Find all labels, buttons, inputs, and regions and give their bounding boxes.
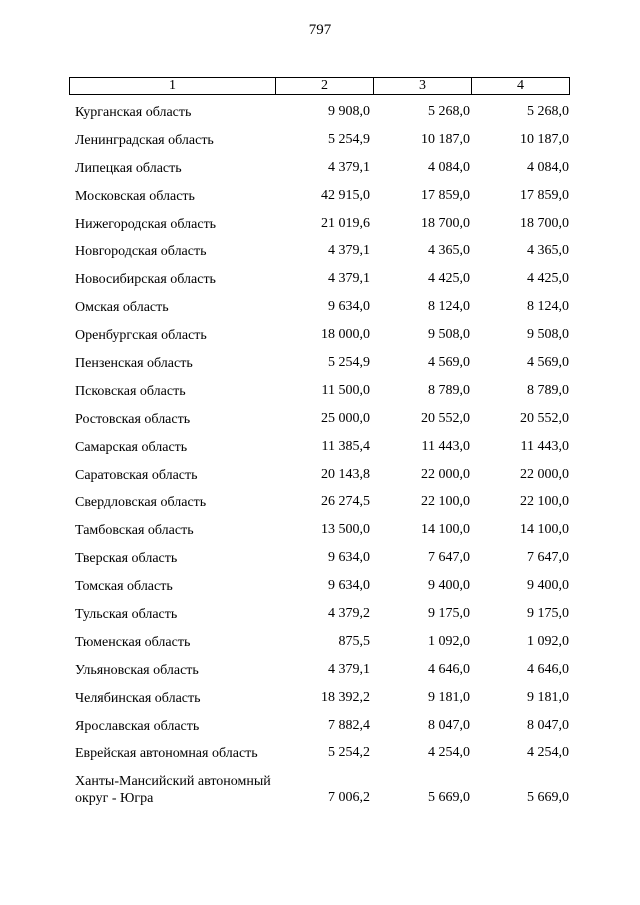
value-col-4-cell: 1 092,0 — [527, 633, 569, 649]
page-number: 797 — [308, 22, 332, 38]
value-col-4-cell: 9 175,0 — [527, 606, 569, 622]
value-col-3-cell: 20 552,0 — [421, 410, 470, 426]
value-col-2-cell: 13 500,0 — [321, 522, 370, 538]
value-col-2-cell: 5 254,2 — [328, 745, 370, 761]
value-col-3-cell: 22 000,0 — [421, 466, 470, 482]
value-col-2-cell: 4 379,2 — [328, 606, 370, 622]
region-name-cell: Московская область — [75, 188, 195, 204]
value-col-3-cell: 4 569,0 — [428, 355, 470, 371]
region-name-cell: Псковская область — [75, 383, 186, 399]
value-col-3-cell: 9 181,0 — [428, 689, 470, 705]
table-row — [0, 467, 640, 495]
value-col-2-cell: 9 634,0 — [328, 550, 370, 566]
value-col-4-cell: 9 508,0 — [527, 327, 569, 343]
value-col-4-cell: 8 124,0 — [527, 299, 569, 315]
value-col-4-cell: 10 187,0 — [520, 131, 569, 147]
region-name-cell: Липецкая область — [75, 160, 182, 176]
region-name-cell: Омская область — [75, 300, 169, 316]
value-col-2-cell: 4 379,1 — [328, 243, 370, 259]
table-row — [0, 132, 640, 160]
region-name-cell: Еврейская автономная область — [75, 746, 258, 762]
value-col-4-cell: 4 646,0 — [527, 661, 569, 677]
value-col-3-cell: 1 092,0 — [428, 633, 470, 649]
region-name-cell: Челябинская область — [75, 690, 201, 706]
table-row — [0, 578, 640, 606]
value-col-2-cell: 42 915,0 — [321, 187, 370, 203]
value-col-4-cell: 11 443,0 — [520, 438, 569, 454]
value-col-3-cell: 4 425,0 — [428, 271, 470, 287]
value-col-4-cell: 9 181,0 — [527, 689, 569, 705]
value-col-2-cell: 11 385,4 — [321, 438, 370, 454]
value-col-3-cell: 5 268,0 — [428, 104, 470, 119]
value-col-3-cell: 4 365,0 — [428, 243, 470, 259]
table-row — [0, 327, 640, 355]
region-name-cell: Тверская область — [75, 551, 178, 567]
value-col-3-cell: 4 646,0 — [428, 661, 470, 677]
table-row — [0, 439, 640, 467]
value-col-4-cell: 22 100,0 — [520, 494, 569, 510]
value-col-2-cell: 875,5 — [338, 633, 370, 649]
column-header-2: 2 — [276, 78, 374, 95]
region-name-cell: Нижегородская область — [75, 216, 217, 232]
table-row — [0, 355, 640, 383]
region-name-cell: Тамбовская область — [75, 523, 194, 539]
value-col-4-cell: 17 859,0 — [520, 187, 569, 203]
column-header-3: 3 — [374, 78, 472, 95]
value-col-2-cell: 9 634,0 — [328, 299, 370, 315]
region-name-cell: Ульяновская область — [75, 662, 199, 678]
value-col-3-cell: 17 859,0 — [421, 187, 470, 203]
region-name-cell: Ханты-Мансийский автономный округ - Югра — [75, 774, 271, 807]
value-col-4-cell: 18 700,0 — [520, 215, 569, 231]
column-header-1: 1 — [70, 78, 276, 95]
value-col-2-cell: 4 379,1 — [328, 159, 370, 175]
value-col-3-cell: 14 100,0 — [421, 522, 470, 538]
value-col-3-cell: 8 789,0 — [428, 382, 470, 398]
region-name-cell: Оренбургская область — [75, 328, 207, 344]
value-col-2-cell: 7 006,2 — [328, 790, 370, 806]
table-row — [0, 662, 640, 690]
region-name-cell: Свердловская область — [75, 495, 207, 511]
region-name-cell: Томская область — [75, 579, 173, 595]
region-name-cell: Новгородская область — [75, 244, 207, 260]
value-col-4-cell: 4 084,0 — [527, 159, 569, 175]
value-col-3-cell: 8 047,0 — [428, 717, 470, 733]
value-col-3-cell: 7 647,0 — [428, 550, 470, 566]
table-body — [0, 104, 640, 817]
table-row — [0, 494, 640, 522]
value-col-3-cell: 22 100,0 — [421, 494, 470, 510]
value-col-2-cell: 9 634,0 — [328, 578, 370, 594]
table-row — [0, 271, 640, 299]
value-col-2-cell: 4 379,1 — [328, 661, 370, 677]
value-col-4-cell: 5 268,0 — [527, 104, 569, 119]
value-col-3-cell: 5 669,0 — [428, 790, 470, 806]
value-col-4-cell: 8 789,0 — [527, 382, 569, 398]
value-col-3-cell: 9 508,0 — [428, 327, 470, 343]
value-col-4-cell: 4 254,0 — [527, 745, 569, 761]
value-col-4-cell: 4 569,0 — [527, 355, 569, 371]
value-col-4-cell: 9 400,0 — [527, 578, 569, 594]
region-name-cell: Самарская область — [75, 439, 188, 455]
region-name-cell: Саратовская область — [75, 467, 198, 483]
region-name-cell: Пензенская область — [75, 356, 193, 372]
table-row — [0, 718, 640, 746]
value-col-2-cell: 9 908,0 — [328, 104, 370, 119]
table-row — [0, 745, 640, 773]
value-col-2-cell: 18 000,0 — [321, 327, 370, 343]
table-row — [0, 383, 640, 411]
value-col-2-cell: 5 254,9 — [328, 131, 370, 147]
table-row — [0, 243, 640, 271]
value-col-3-cell: 9 400,0 — [428, 578, 470, 594]
table-row — [0, 299, 640, 327]
region-name-cell: Ростовская область — [75, 411, 191, 427]
value-col-4-cell: 20 552,0 — [520, 410, 569, 426]
value-col-3-cell: 10 187,0 — [421, 131, 470, 147]
value-col-2-cell: 5 254,9 — [328, 355, 370, 371]
value-col-2-cell: 7 882,4 — [328, 717, 370, 733]
value-col-2-cell: 11 500,0 — [321, 382, 370, 398]
value-col-2-cell: 26 274,5 — [321, 494, 370, 510]
table-row — [0, 550, 640, 578]
value-col-4-cell: 4 365,0 — [527, 243, 569, 259]
value-col-2-cell: 21 019,6 — [321, 215, 370, 231]
table-row — [0, 773, 640, 817]
value-col-2-cell: 20 143,8 — [321, 466, 370, 482]
value-col-3-cell: 9 175,0 — [428, 606, 470, 622]
value-col-2-cell: 25 000,0 — [321, 410, 370, 426]
table-row — [0, 522, 640, 550]
table-row — [0, 160, 640, 188]
value-col-3-cell: 18 700,0 — [421, 215, 470, 231]
value-col-3-cell: 4 254,0 — [428, 745, 470, 761]
value-col-2-cell: 4 379,1 — [328, 271, 370, 287]
column-header-4: 4 — [472, 78, 570, 95]
table-row — [0, 634, 640, 662]
region-name-cell: Ленинградская область — [75, 132, 214, 148]
table-row — [0, 606, 640, 634]
value-col-2-cell: 18 392,2 — [321, 689, 370, 705]
region-name-cell: Тульская область — [75, 607, 178, 623]
region-name-cell: Ярославская область — [75, 718, 200, 734]
value-col-3-cell: 11 443,0 — [421, 438, 470, 454]
value-col-4-cell: 7 647,0 — [527, 550, 569, 566]
region-name-cell: Курганская область — [75, 105, 192, 120]
table-row — [0, 411, 640, 439]
table-row — [0, 188, 640, 216]
region-name-cell: Тюменская область — [75, 634, 191, 650]
table-row — [0, 104, 640, 132]
value-col-4-cell: 4 425,0 — [527, 271, 569, 287]
region-name-cell: Новосибирская область — [75, 272, 216, 288]
value-col-4-cell: 14 100,0 — [520, 522, 569, 538]
value-col-3-cell: 4 084,0 — [428, 159, 470, 175]
table-row — [0, 216, 640, 244]
value-col-4-cell: 5 669,0 — [527, 790, 569, 806]
value-col-4-cell: 8 047,0 — [527, 717, 569, 733]
value-col-3-cell: 8 124,0 — [428, 299, 470, 315]
table-row — [0, 690, 640, 718]
value-col-4-cell: 22 000,0 — [520, 466, 569, 482]
column-header-row — [69, 77, 570, 95]
